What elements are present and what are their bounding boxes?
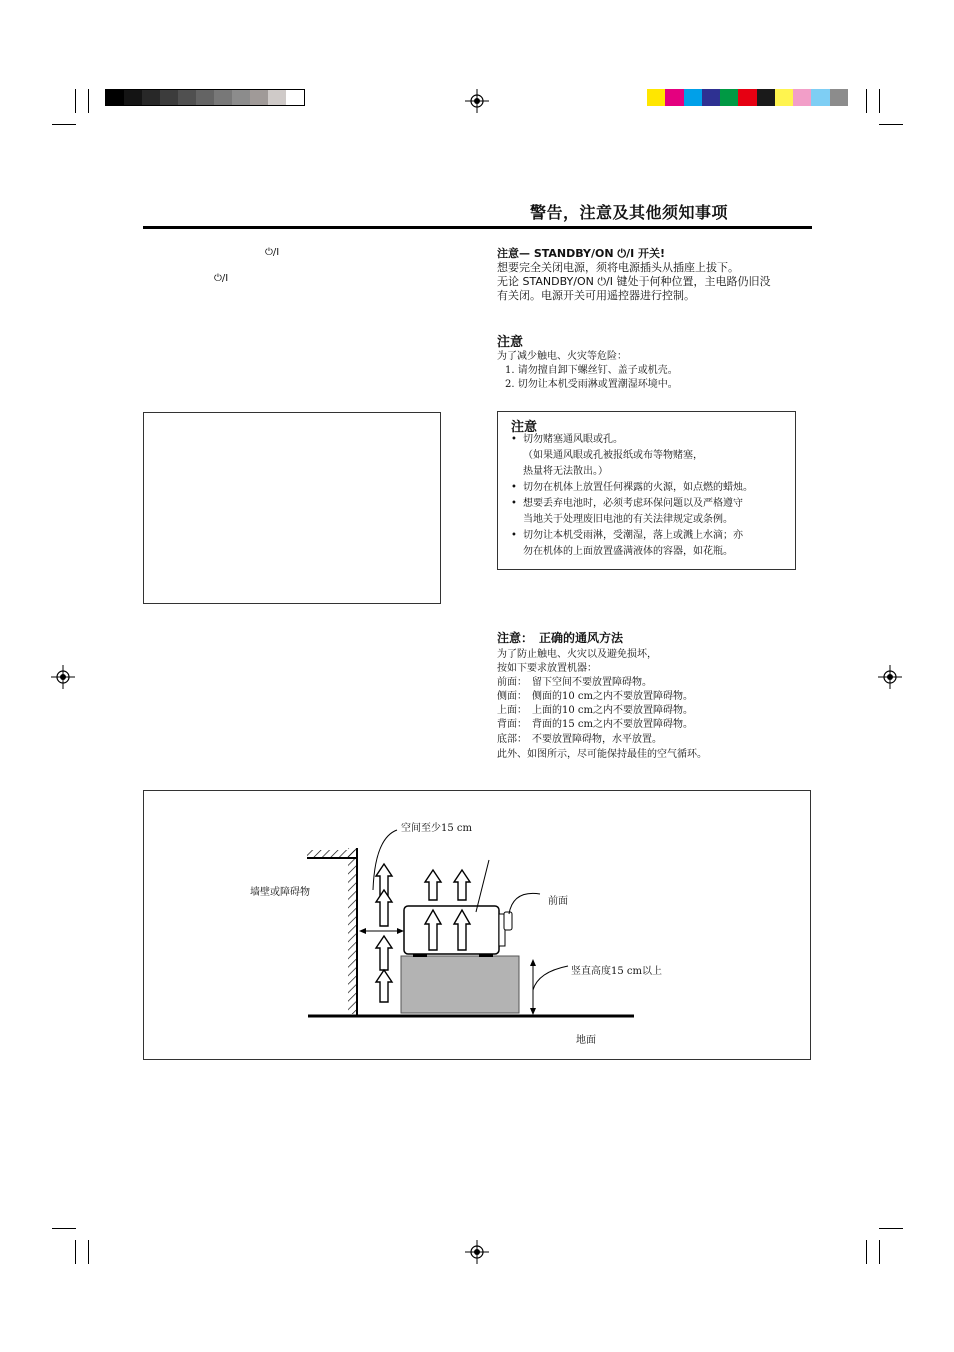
ventilation-back: 背面： 背面的15 cm之内不要放置障碍物。 (497, 719, 693, 730)
power-symbol-1: ⏻/I (265, 247, 280, 258)
ventilation-heading: 注意： 正确的通风方法 (497, 631, 624, 645)
title-rule (143, 226, 812, 229)
caution-bullet-4-cont: 勿在机体的上面放置盛满液体的容器，如花瓶。 (523, 546, 733, 557)
caution-item-1: 1. 请勿擅自卸下螺丝钉、盖子或机壳。 (505, 365, 678, 376)
label-wall: 墙壁或障碍物 (250, 887, 310, 898)
diagram-drawing (143, 790, 811, 1060)
caution-box (497, 411, 796, 570)
standby-line-2: 无论 STANDBY/ON ⏻/I 键处于何种位置，主电路仍旧没 (497, 275, 771, 288)
label-floor: 地面 (576, 1035, 596, 1046)
receiver-body (404, 906, 499, 954)
color-bar (647, 89, 848, 106)
ventilation-bottom: 底部： 不要放置障碍物，水平放置。 (497, 734, 662, 745)
bullet-dot: • (511, 482, 517, 493)
caution-bullet-1-cont2: 热量将无法散出。） (523, 466, 608, 477)
empty-notice-box (143, 412, 441, 604)
ventilation-note: 此外、如图所示，尽可能保持最佳的空气循环。 (497, 749, 707, 760)
wall-top-hatch (307, 850, 357, 858)
registration-mark-top (465, 89, 489, 113)
registration-mark-bottom (465, 1240, 489, 1264)
label-space: 空间至少15 cm (401, 823, 472, 834)
caution-bullet-3-cont: 当地关于处理废旧电池的有关法律规定或条例。 (523, 514, 733, 525)
ventilation-line-2: 按如下要求放置机器： (497, 663, 597, 674)
registration-mark-left (51, 665, 75, 689)
ventilation-top: 上面： 上面的10 cm之内不要放置障碍物。 (497, 705, 693, 716)
stand-box (401, 956, 519, 1013)
label-front: 前面 (548, 896, 568, 907)
caution-heading-1: 注意 (497, 335, 524, 350)
caution-bullet-1: 切勿赌塞通风眼或孔。 (523, 434, 623, 445)
label-height: 竖直高度15 cm以上 (571, 966, 662, 977)
registration-mark-right (878, 665, 902, 689)
caution-item-2: 2. 切勿让本机受雨淋或置潮湿环境中。 (505, 379, 678, 390)
page-title: 警告，注意及其他须知事项 (529, 203, 728, 222)
standby-line-3: 有关闭。电源开关可用遥控器进行控制。 (497, 289, 695, 302)
caution-bullet-2: 切勿在机体上放置任何裸露的火源，如点燃的蜡烛。 (523, 482, 753, 493)
ventilation-side: 侧面： 侧面的10 cm之内不要放置障碍物。 (497, 691, 693, 702)
ventilation-line-1: 为了防止触电、火灾以及避免损坏， (497, 649, 657, 660)
standby-heading: 注意— STANDBY/ON ⏻/I 开关! (497, 247, 666, 260)
caution-bullet-3: 想要丢弃电池时，必须考虑环保问题以及严格遵守 (523, 498, 743, 509)
grayscale-bar (105, 89, 305, 106)
wall-hatch (348, 848, 357, 1014)
caution-heading-2: 注意 (511, 420, 538, 435)
caution-bullet-4: 切勿让本机受雨淋，受潮湿，落上或溅上水滴；亦 (523, 530, 743, 541)
standby-line-1: 想要完全关闭电源，须将电源插头从插座上拔下。 (497, 261, 739, 274)
power-symbol-2: ⏻/I (214, 273, 229, 284)
bullet-dot: • (511, 498, 517, 509)
bullet-dot: • (511, 530, 517, 541)
ventilation-front: 前面： 留下空间不要放置障碍物。 (497, 677, 652, 688)
caution-intro: 为了减少触电、火灾等危险： (497, 351, 627, 362)
bullet-dot: • (511, 434, 517, 445)
caution-bullet-1-cont: （如果通风眼或孔被报纸或布等物赌塞， (523, 450, 703, 461)
